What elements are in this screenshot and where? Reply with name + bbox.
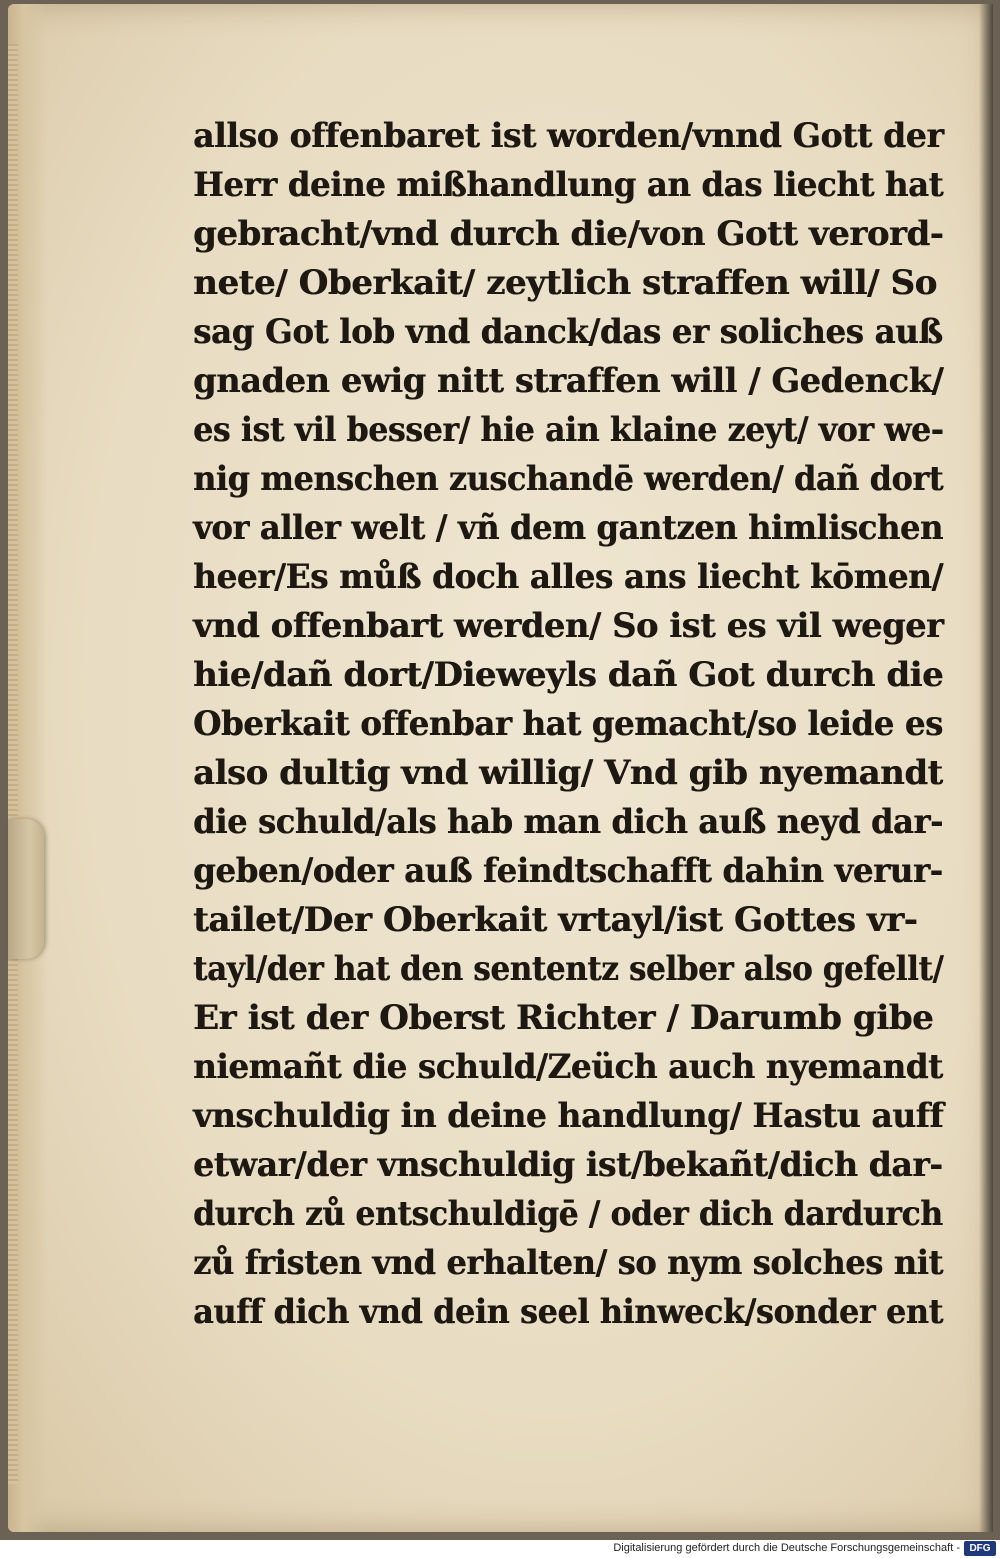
- text-line: vor aller welt / vñ dem gantzen himlischen: [193, 508, 943, 548]
- text-line: tayl/der hat den sententz selber also gefellt/: [193, 949, 944, 989]
- text-line: es ist vil besser/ hie ain klaine zeyt/ vor we-: [193, 410, 944, 450]
- text-line: gnaden ewig nitt straffen will / Gedenck/: [193, 361, 944, 401]
- page-right-edge: [979, 4, 993, 1532]
- text-line: vnd offenbart werden/ So ist es vil weger: [193, 606, 944, 646]
- text-line: zů fristen vnd erhalten/ so nym solches nit: [193, 1243, 943, 1283]
- text-line: gebracht/vnd durch die/von Gott verord-: [193, 214, 944, 254]
- text-line: niemañt die schuld/Zeüch auch nyemandt: [193, 1047, 943, 1087]
- dfg-logo-icon: DFG: [964, 1541, 996, 1556]
- digitization-footer: [0, 1540, 1000, 1558]
- text-line: auff dich vnd dein seel hinweck/sonder ent: [193, 1292, 943, 1332]
- text-line: Herr deine mißhandlung an das liecht hat: [193, 165, 944, 205]
- text-line: Er ist der Oberst Richter / Darumb gibe: [193, 998, 934, 1038]
- text-line: sag Got lob vnd danck/das er soliches auß: [193, 312, 943, 352]
- text-line: etwar/der vnschuldig ist/bekañt/dich dar-: [193, 1145, 943, 1185]
- text-line: vnschuldig in deine handlung/ Hastu auff: [193, 1096, 944, 1136]
- text-line: nig menschen zuschandē werden/ dañ dort: [193, 459, 943, 499]
- text-line: geben/oder auß feindtschafft dahin verur-: [193, 851, 943, 891]
- text-line: durch zů entschuldigē / oder dich dardurch: [193, 1194, 943, 1234]
- text-line: tailet/Der Oberkait vrtayl/ist Gottes vr-: [193, 900, 918, 940]
- text-line: die schuld/als hab man dich auß neyd dar-: [193, 802, 943, 842]
- text-line: heer/Es můß doch alles ans liecht kōmen/: [193, 557, 943, 597]
- blackletter-text-block: [193, 112, 943, 1337]
- text-line: Oberkait offenbar hat gemacht/so leide es: [193, 704, 943, 744]
- text-line: allso offenbaret ist worden/vnnd Gott der: [193, 116, 944, 156]
- funding-credit: Digitalisierung gefördert durch die Deutsche Forschungsgemeinschaft -: [613, 1542, 960, 1554]
- clasp-tab: [8, 819, 44, 959]
- text-line: nete/ Oberkait/ zeytlich straffen will/ So: [193, 263, 937, 303]
- page-stack-edge: [8, 44, 18, 1484]
- text-line: also dultig vnd willig/ Vnd gib nyemandt: [193, 753, 943, 793]
- text-line: hie/dañ dort/Dieweyls dañ Got durch die: [193, 655, 944, 695]
